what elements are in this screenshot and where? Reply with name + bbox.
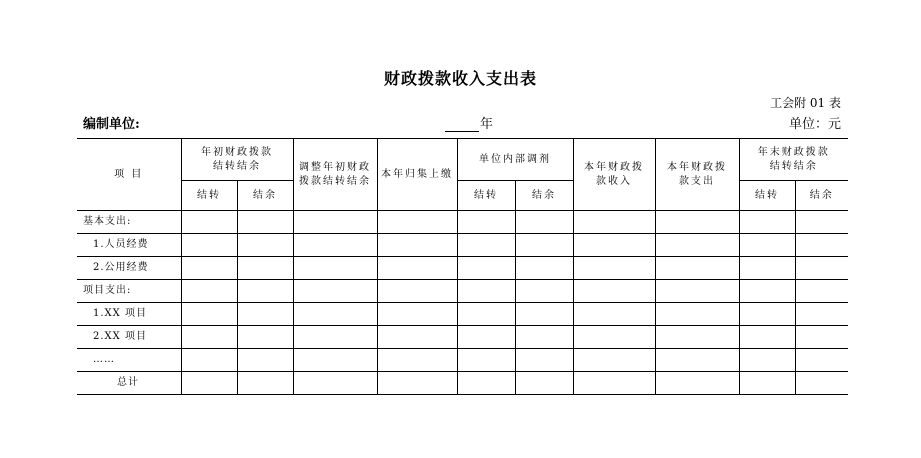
table-row: [77, 303, 848, 326]
table-cell: [237, 257, 293, 280]
table-cell: [377, 372, 457, 395]
header-surplus: 结余: [795, 181, 848, 211]
table-row: [77, 257, 848, 280]
row-label: 1.人员经费: [77, 234, 181, 257]
table-cell: [293, 280, 377, 303]
table-cell: [293, 326, 377, 349]
table-cell: [457, 349, 515, 372]
table-cell: [515, 234, 573, 257]
table-cell: [795, 234, 848, 257]
header-item: 项 目: [77, 139, 181, 211]
table-cell: [457, 326, 515, 349]
table-cell: [573, 257, 655, 280]
table-cell: [237, 349, 293, 372]
table-row: [77, 234, 848, 257]
table-cell: [293, 372, 377, 395]
table-cell: [655, 211, 739, 234]
table-cell: [237, 234, 293, 257]
form-code: 工会附 01 表: [770, 96, 841, 110]
row-label: 总计: [77, 372, 181, 395]
row-label: ……: [77, 349, 181, 372]
table-cell: [739, 372, 795, 395]
table-cell: [573, 349, 655, 372]
table-cell: [515, 349, 573, 372]
org-label: 编制单位:: [83, 117, 140, 132]
table-cell: [795, 326, 848, 349]
table-cell: [515, 372, 573, 395]
table-cell: [795, 211, 848, 234]
table-cell: [573, 280, 655, 303]
row-label: 基本支出:: [77, 211, 181, 234]
page-title: 财政拨款收入支出表: [383, 69, 537, 88]
table-cell: [739, 257, 795, 280]
table-cell: [655, 234, 739, 257]
table-cell: [237, 326, 293, 349]
table-cell: [293, 349, 377, 372]
table-cell: [293, 303, 377, 326]
year-label: 年: [480, 117, 494, 132]
table-cell: [181, 211, 237, 234]
table-cell: [237, 372, 293, 395]
table-cell: [795, 280, 848, 303]
table-cell: [739, 234, 795, 257]
table-cell: [181, 280, 237, 303]
table-row: [77, 211, 848, 234]
table-cell: [795, 303, 848, 326]
row-label: 2.XX 项目: [77, 326, 181, 349]
table-cell: [237, 211, 293, 234]
currency-unit: 单位：元: [788, 117, 841, 132]
table-cell: [457, 257, 515, 280]
header-end-balance: 年末财政拨款结转结余: [739, 139, 848, 181]
table-cell: [573, 326, 655, 349]
table-cell: [655, 349, 739, 372]
table-cell: [739, 326, 795, 349]
table-cell: [795, 349, 848, 372]
table-cell: [739, 349, 795, 372]
table-cell: [377, 303, 457, 326]
table-cell: [655, 280, 739, 303]
row-label: 2.公用经费: [77, 257, 181, 280]
table-cell: [457, 372, 515, 395]
table-cell: [181, 326, 237, 349]
table-row: [77, 280, 848, 303]
table-cell: [515, 280, 573, 303]
header-income: 本年财政拨款收入: [573, 139, 655, 211]
header-adjust: 调整年初财政拨款结转结余: [293, 139, 377, 211]
table-cell: [181, 349, 237, 372]
table-cell: [377, 234, 457, 257]
table-cell: [457, 303, 515, 326]
table-cell: [655, 372, 739, 395]
table-cell: [377, 349, 457, 372]
table-cell: [515, 303, 573, 326]
table-cell: [739, 211, 795, 234]
table-cell: [739, 303, 795, 326]
header-carry: 结转: [457, 181, 515, 211]
header-carry: 结转: [181, 181, 237, 211]
header-begin-balance: 年初财政拨款结转结余: [181, 139, 293, 181]
table-cell: [573, 372, 655, 395]
table-cell: [377, 280, 457, 303]
financial-table: [77, 138, 848, 395]
table-cell: [237, 280, 293, 303]
table-cell: [181, 303, 237, 326]
year-field: [445, 113, 493, 132]
table-cell: [573, 303, 655, 326]
header-surplus: 结余: [237, 181, 293, 211]
table-cell: [515, 257, 573, 280]
table-cell: [795, 372, 848, 395]
header-carry: 结转: [739, 181, 795, 211]
table-cell: [655, 257, 739, 280]
table-cell: [739, 280, 795, 303]
table-cell: [795, 257, 848, 280]
header-expense: 本年财政拨款支出: [655, 139, 739, 211]
table-cell: [293, 257, 377, 280]
row-label: 1.XX 项目: [77, 303, 181, 326]
table-cell: [377, 326, 457, 349]
table-cell: [293, 211, 377, 234]
header-internal: 单位内部调剂: [457, 139, 573, 181]
table-row: [77, 326, 848, 349]
table-cell: [457, 280, 515, 303]
table-cell: [181, 257, 237, 280]
header-surplus: 结余: [515, 181, 573, 211]
table-cell: [655, 303, 739, 326]
table-cell: [515, 211, 573, 234]
table-cell: [573, 211, 655, 234]
table-cell: [457, 211, 515, 234]
table-cell: [293, 234, 377, 257]
table-cell: [377, 211, 457, 234]
year-blank: [445, 118, 479, 132]
table-cell: [181, 372, 237, 395]
table-cell: [573, 234, 655, 257]
table-cell: [377, 257, 457, 280]
table-cell: [515, 326, 573, 349]
table-row: [77, 349, 848, 372]
table-cell: [181, 234, 237, 257]
table-cell: [237, 303, 293, 326]
table-row: [77, 372, 848, 395]
row-label: 项目支出:: [77, 280, 181, 303]
table-cell: [457, 234, 515, 257]
table-cell: [655, 326, 739, 349]
header-returned: 本年归集上缴: [377, 139, 457, 211]
